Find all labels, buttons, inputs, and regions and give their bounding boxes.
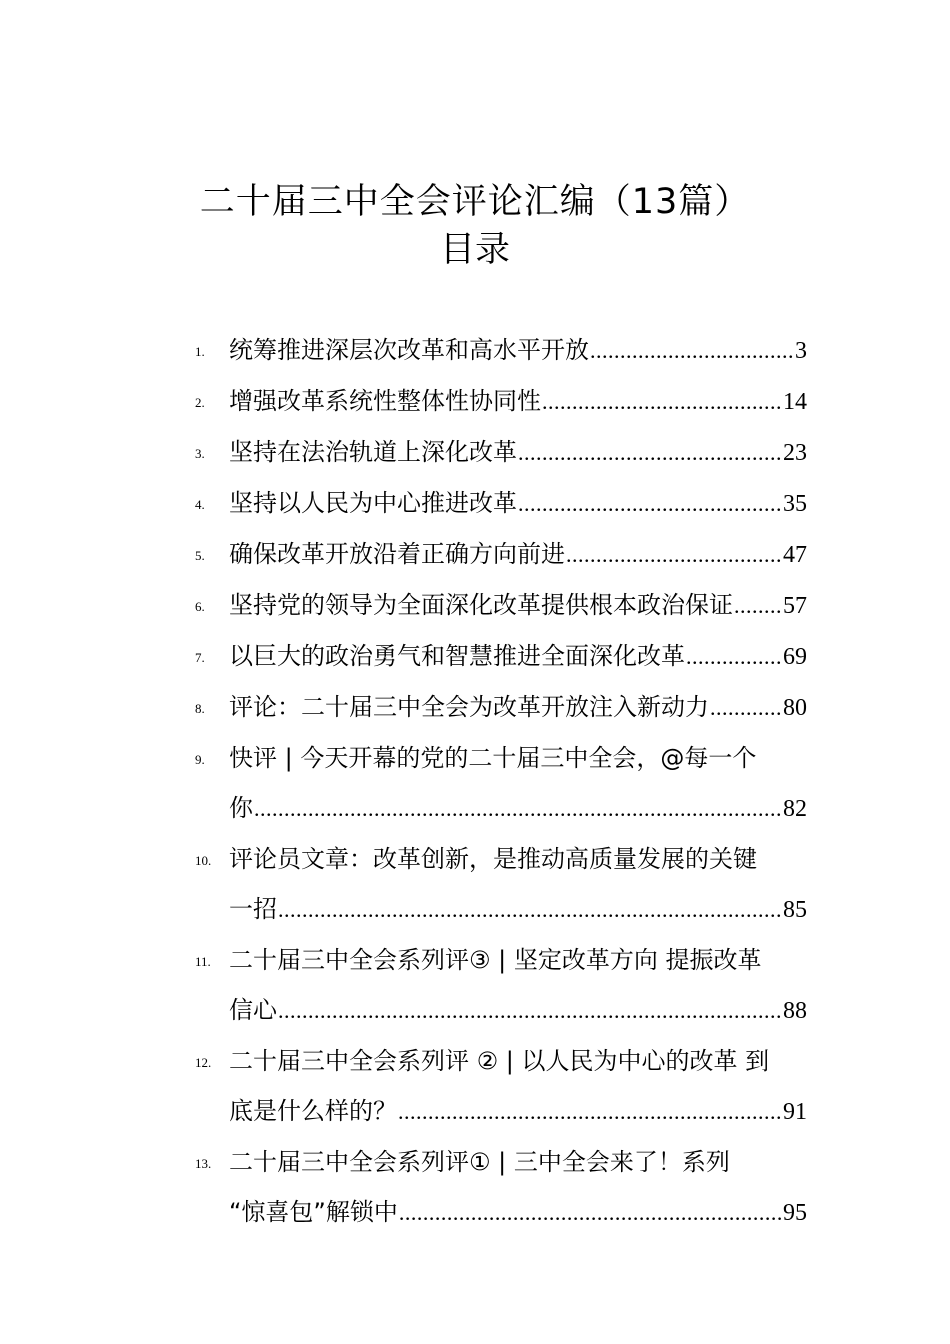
toc-entry-number: 12. xyxy=(195,1055,212,1070)
toc-entry-line xyxy=(229,631,807,682)
toc-entry-line xyxy=(229,682,807,733)
toc-entry-line xyxy=(229,733,807,783)
toc-entry-title: 统筹推进深层次改革和高水平开放 xyxy=(229,336,589,364)
toc-entry-line xyxy=(229,478,807,529)
toc-page-number: 3 xyxy=(795,338,807,364)
toc-entry[interactable] xyxy=(195,1036,807,1137)
toc-entry[interactable] xyxy=(195,834,807,935)
toc-entry[interactable] xyxy=(195,376,807,427)
toc-entry-number: 7. xyxy=(195,650,205,665)
toc-entry-title: 二十届三中全会系列评③ | 坚定改革方向 提振改革 xyxy=(229,946,762,974)
toc-leader-dots xyxy=(542,377,782,427)
toc-entry-line xyxy=(229,529,807,580)
toc-page-number: 80 xyxy=(783,695,807,721)
toc-page-number: 85 xyxy=(783,897,807,923)
toc-page-number: 57 xyxy=(783,593,807,619)
toc-entry-number: 8. xyxy=(195,701,205,716)
toc-entry-title: 坚持以人民为中心推进改革 xyxy=(229,489,517,517)
toc-entry-number: 4. xyxy=(195,497,205,512)
toc-leader-dots xyxy=(566,530,782,580)
toc-entry-line xyxy=(229,834,807,884)
toc-leader-dots xyxy=(398,1087,782,1137)
toc-entry-number: 6. xyxy=(195,599,205,614)
toc-entry-title: 坚持党的领导为全面深化改革提供根本政治保证 xyxy=(229,591,733,619)
toc-leader-dots xyxy=(686,632,782,682)
toc-entry-title: 你 xyxy=(229,794,253,822)
toc-entry-number: 2. xyxy=(195,395,205,410)
toc-page-number: 95 xyxy=(783,1200,807,1226)
table-of-contents xyxy=(195,325,807,1238)
toc-entry-number: 11. xyxy=(195,954,211,969)
toc-entry[interactable] xyxy=(195,631,807,682)
toc-entry-number: 5. xyxy=(195,548,205,563)
toc-entry[interactable] xyxy=(195,427,807,478)
toc-entry-number: 13. xyxy=(195,1156,212,1171)
toc-entry-line xyxy=(229,1036,807,1086)
toc-entry-number: 10. xyxy=(195,853,212,868)
toc-entry-number: 3. xyxy=(195,446,205,461)
toc-entry[interactable] xyxy=(195,935,807,1036)
toc-entry-line xyxy=(229,427,807,478)
toc-entry-title: 以巨大的政治勇气和智慧推进全面深化改革 xyxy=(229,642,685,670)
toc-page-number: 14 xyxy=(783,389,807,415)
toc-leader-dots xyxy=(278,885,782,935)
toc-entry-title: 评论：二十届三中全会为改革开放注入新动力 xyxy=(229,693,709,721)
toc-entry[interactable] xyxy=(195,325,807,376)
toc-entry-line xyxy=(229,1086,807,1137)
toc-entry[interactable] xyxy=(195,529,807,580)
toc-entry[interactable] xyxy=(195,682,807,733)
toc-leader-dots xyxy=(710,683,782,733)
toc-page-number: 91 xyxy=(783,1099,807,1125)
toc-heading: 目录 xyxy=(439,230,510,270)
toc-leader-dots xyxy=(518,428,782,478)
toc-entry-title: 评论员文章：改革创新，是推动高质量发展的关键 xyxy=(229,845,757,873)
toc-page-number: 47 xyxy=(783,542,807,568)
toc-entry-title: 坚持在法治轨道上深化改革 xyxy=(229,438,517,466)
toc-entry-title: 二十届三中全会系列评① | 三中全会来了！系列 xyxy=(229,1148,730,1176)
toc-entry-line xyxy=(229,1137,807,1187)
toc-entry-title: 底是什么样的？ xyxy=(229,1097,397,1125)
toc-leader-dots xyxy=(254,784,782,834)
toc-entry-line xyxy=(229,783,807,834)
toc-leader-dots xyxy=(518,479,782,529)
toc-leader-dots xyxy=(734,581,782,631)
toc-entry-number: 1. xyxy=(195,344,205,359)
toc-leader-dots xyxy=(590,326,794,376)
toc-page-number: 69 xyxy=(783,644,807,670)
toc-leader-dots xyxy=(278,986,782,1036)
toc-entry[interactable] xyxy=(195,733,807,834)
document-title: 二十届三中全会评论汇编（13篇） xyxy=(199,182,751,222)
toc-entry[interactable] xyxy=(195,1137,807,1238)
toc-entry-title: “惊喜包”解锁中 xyxy=(229,1198,398,1226)
toc-page-number: 35 xyxy=(783,491,807,517)
toc-entry-title: 二十届三中全会系列评 ② | 以人民为中心的改革 到 xyxy=(229,1047,770,1075)
toc-entry-line xyxy=(229,985,807,1036)
toc-page-number: 88 xyxy=(783,998,807,1024)
toc-leader-dots xyxy=(399,1188,782,1238)
toc-page-number: 23 xyxy=(783,440,807,466)
toc-entry-number: 9. xyxy=(195,752,205,767)
toc-entry-line xyxy=(229,580,807,631)
toc-page-number: 82 xyxy=(783,796,807,822)
toc-entry[interactable] xyxy=(195,478,807,529)
toc-entry-title: 增强改革系统性整体性协同性 xyxy=(229,387,541,415)
toc-entry-line xyxy=(229,325,807,376)
toc-entry-line xyxy=(229,884,807,935)
toc-entry-title: 快评 | 今天开幕的党的二十届三中全会，@每一个 xyxy=(229,744,757,772)
toc-entry[interactable] xyxy=(195,580,807,631)
toc-entry-line xyxy=(229,376,807,427)
toc-entry-line xyxy=(229,935,807,985)
toc-entry-line xyxy=(229,1187,807,1238)
toc-entry-title: 一招 xyxy=(229,895,277,923)
toc-entry-title: 确保改革开放沿着正确方向前进 xyxy=(229,540,565,568)
toc-entry-title: 信心 xyxy=(229,996,277,1024)
